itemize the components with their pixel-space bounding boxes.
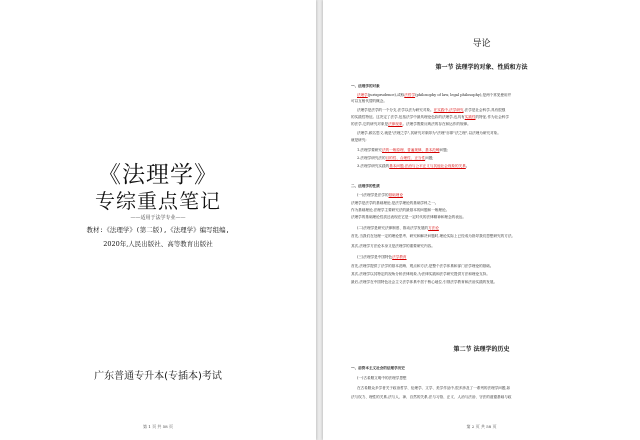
paragraph-line: [351, 122, 621, 127]
list-item: [357, 156, 621, 161]
paragraph-line: 首先,法理学提供了法学的基本范畴、观点和方法,是整个法学体系和部门法学理论的基础。: [351, 264, 494, 268]
heading: 一、前资本主义社会的法理学历史: [351, 366, 405, 370]
paragraph-line: 法与权力、理性的关系,法与人、神、自然的关系,法与习俗、正义、人治与法治、守法的道德基础与政: [351, 395, 512, 399]
heading: 一、法理学的对象: [351, 84, 380, 88]
heading: 二、法理学的性质: [351, 184, 380, 188]
list-item: [357, 164, 621, 169]
text: (一)法理学是法学的: [357, 193, 389, 197]
text: 。法理学既要反映法的存在和运作的规律。: [402, 122, 471, 126]
text: 问题;: [439, 148, 448, 152]
text: 3.法理学研究实践的: [357, 164, 390, 168]
section-title: 第一节 法理学的对象、性质和方法: [435, 64, 528, 71]
text: 的法学,它的研究对象是: [351, 122, 389, 126]
paragraph-line: 其次,法理学方法论本身又是法理学的重要研究内容。: [351, 244, 435, 248]
text: 1.法理学要研究: [357, 148, 382, 152]
cover-scope: ——适用于法学专业——: [130, 215, 186, 221]
subheading: [357, 226, 621, 231]
highlight: 方法论: [428, 226, 439, 230]
text: (三)法理学是中国特色: [357, 255, 393, 259]
subheading: [357, 193, 621, 198]
paragraph-line: 在古希腊众多学者关于政治哲学、伦理学、文学、美学作品中,很多涉及了一系列的法理学问题,如: [357, 386, 511, 390]
text: 2.法理学研究法的: [357, 156, 386, 160]
cover-page: [0, 0, 316, 440]
highlight: 法哲学: [404, 93, 416, 97]
highlight: 法理学: [357, 93, 368, 97]
text: 问题;: [425, 156, 434, 160]
text: 的特征,作为社会科学: [475, 115, 509, 119]
highlight: 法的一般原理、普遍规律、基本范畴: [382, 148, 440, 152]
cover-textbook: 教材:《法理学》(第二版),《法理学》编写组编,: [86, 226, 230, 234]
page-footer: 第 1 页 共 58 页: [143, 424, 173, 429]
paragraph-line: 法理学的基础理论性质还表现在它是一定时代的法律精神和理念的表达。: [351, 215, 466, 219]
text: 的实践性特征。这决定了法学,包括法学中最具理论色彩的法理学,也具有: [351, 115, 465, 119]
paragraph-line: [357, 108, 621, 113]
cover-title: 《法理学》: [98, 162, 218, 188]
paragraph-line: 其次,法理学以其特定的视角分析法律现象,为法律实践和法学研究提供方法和理论支持。: [351, 272, 490, 276]
text: 法理学是法学的一个分支,法学以法为研究对象。: [357, 108, 434, 112]
paragraph-line: 作为基础理论,法理学主要研究法的最基本的问题和一般理论。: [351, 208, 450, 212]
paragraph-line: 可以互相代替的概念。: [351, 99, 387, 103]
text: (jurisprudence),或称: [367, 93, 405, 97]
cover-exam: 广东普通专升本(专插本)考试: [94, 371, 222, 382]
page-footer: 第 2 页 共 58 页: [466, 424, 497, 429]
highlight: 基本问题,法治与公平正义与其他社会现象的关系: [389, 164, 466, 168]
text: ,法学是社会科学,具有很强: [463, 108, 506, 112]
paragraph-line: 法理学,顾名思义,就是"法理之学",其研究对象即为"法理"亦即"法之理",以法理为研究对象。: [357, 131, 501, 135]
paragraph-line: 就是研究:: [351, 138, 367, 142]
highlight: 基础理论: [388, 193, 403, 197]
highlight: 法律现象: [388, 122, 403, 126]
subheading: (一)古希腊文明中的法理学思想: [357, 376, 407, 380]
paragraph-line: [357, 93, 621, 98]
section-title: 第二节 法理学的历史: [453, 346, 510, 353]
cover-edition: 2020年,人民出版社、高等教育出版社: [103, 240, 213, 248]
paragraph-line: 首先,当我们在处理一定的理论思考、研究和解决问题时,理论实际上已经成为指导我们思想研究的方法。: [351, 234, 516, 238]
content-page: [323, 0, 640, 440]
paragraph-line: 法理学是法学的基础理论,是法学理论的基础学科之一。: [351, 201, 439, 205]
text: (philosophy of law, legal philosophy),是两个常见使用并: [415, 93, 512, 97]
highlight: 目的性、合理性、正当性: [385, 156, 426, 160]
text: 。: [465, 164, 470, 168]
highlight: 实践性: [464, 115, 476, 119]
cover-subtitle: 专综重点笔记: [95, 189, 221, 213]
list-item: [357, 148, 621, 153]
highlight: 在实践中,法学研究: [433, 108, 464, 112]
chapter-title: 导论: [472, 39, 491, 49]
highlight: 法学教育: [392, 255, 407, 259]
subheading: [357, 255, 621, 260]
paragraph-line: [351, 115, 621, 120]
text: (二)法理学是研究法律制度、推动法学发展的: [357, 226, 429, 230]
paragraph-line: 最后,法理学在中国特色社会主义法学体系中居于核心地位,引领法学教育和法治实践的发展。: [351, 280, 498, 284]
